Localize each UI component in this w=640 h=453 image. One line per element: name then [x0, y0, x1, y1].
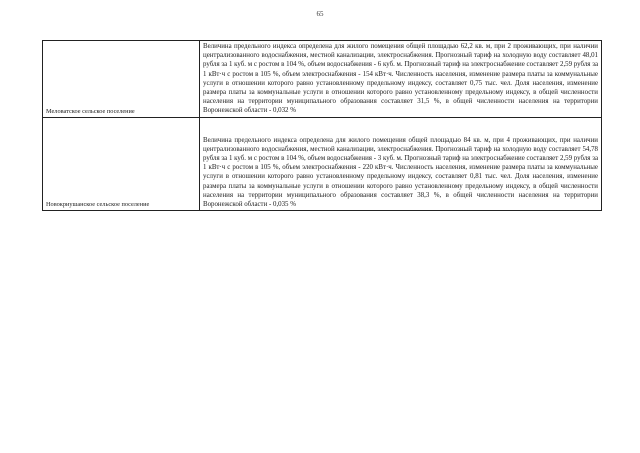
description-cell	[200, 117, 602, 211]
table-row	[43, 117, 602, 211]
settlement-name: Меловатское сельское поселение	[46, 107, 135, 115]
description-text: Величина предельного индекса определена для жилого помещения общей площадью 84 кв. м, при 4 проживающих, при наличии централизованного водоснабжения, местной канализации, электроснабжения. Прогнозный тариф на холодную воду составляет 54,78 рубля за 1 куб. м с ростом в 104 %, объем водоснабжения - 3 куб. м. Прогнозный тариф на электроснабжение составляет 2,59 рубля за 1 кВт·ч с ростом в 105 %, объем электроснабжения - 220 кВт·ч. Численность населения, изменение размера платы за коммунальные услуги в отношении которого равно установленному предельному индексу, составляет 0,81 тыс. чел. Доля населения, изменение размера платы за коммунальные услуги в отношении которого равно установленному предельному индексу, в общей численности населения на территории муниципального образования составляет 38,3 %, в общей численности населения на территории Воронежской области - 0,035 %	[203, 136, 598, 209]
settlement-name: Новокриушанское сельское поселение	[46, 201, 150, 209]
table-row	[43, 41, 602, 118]
page-number: 65	[316, 10, 324, 18]
settlement-name-cell	[43, 41, 200, 118]
settlement-name-cell	[43, 117, 200, 211]
description-cell	[200, 41, 602, 118]
tariff-index-table	[42, 40, 602, 211]
description-text: Величина предельного индекса определена для жилого помещения общей площадью 62,2 кв. м, при 2 проживающих, при наличии централизованного водоснабжения, местной канализации, электроснабжения. Прогнозный тариф на холодную воду составляет 48,01 рубля за 1 куб. м с ростом в 104 %, объем водоснабжения - 6 куб. м. Прогнозный тариф на электроснабжение составляет 2,59 рубля за 1 кВт·ч с ростом в 105 %, объем электроснабжения - 154 кВт·ч. Численность населения, изменение размера платы за коммунальные услуги в отношении которого равно установленному предельному индексу, составляет 0,75 тыс. чел. Доля населения, изменение размера платы за коммунальные услуги в отношении которого равно установленному предельному индексу, в общей численности населения на территории муниципального образования составляет 31,5 %, в общей численности населения на территории Воронежской области - 0,032 %	[203, 43, 598, 115]
